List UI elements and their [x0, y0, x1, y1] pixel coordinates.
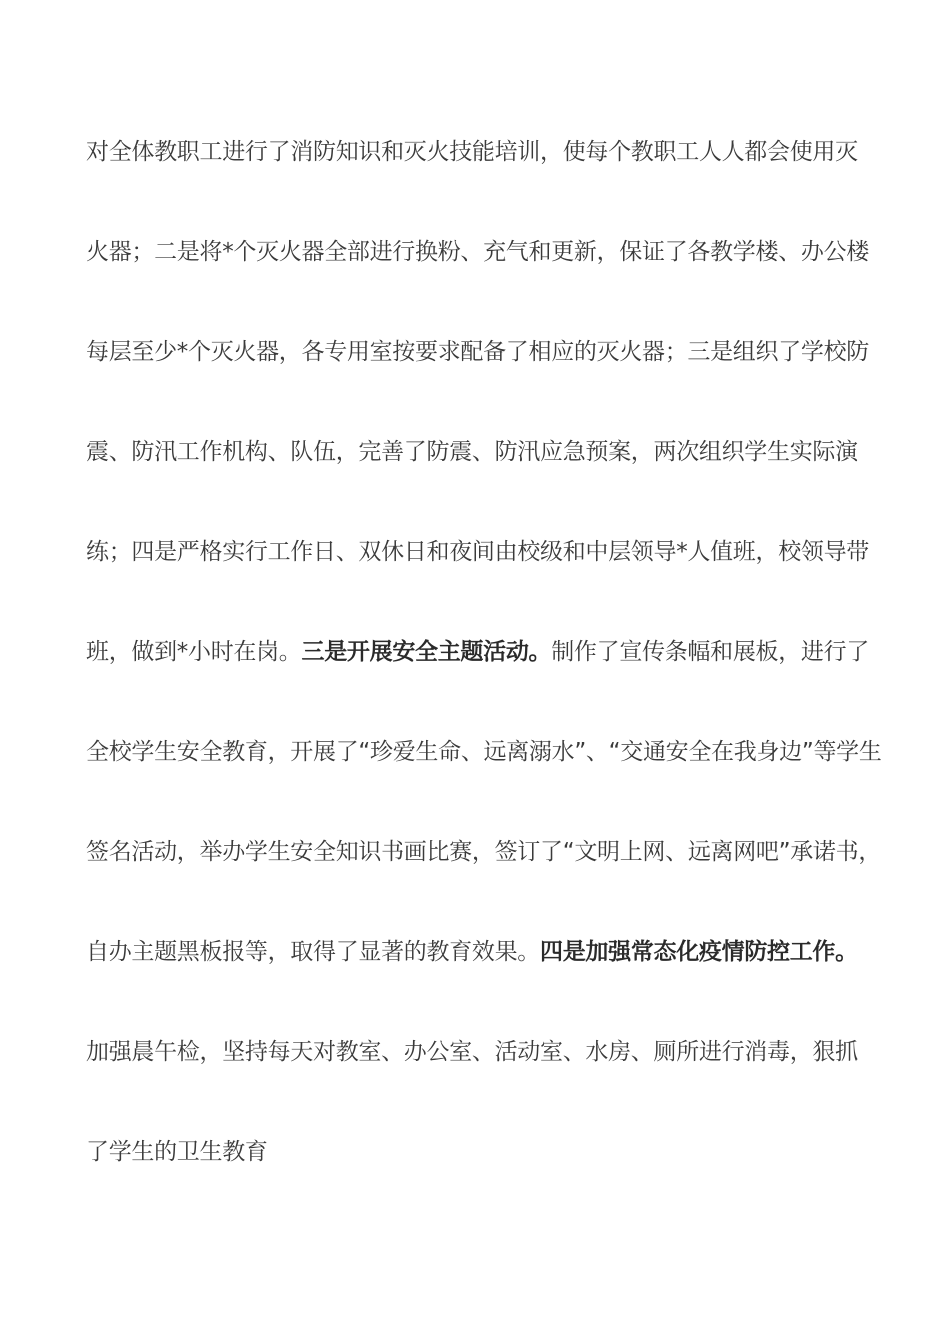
text-line-5	[86, 527, 886, 627]
text-line-1	[86, 127, 886, 227]
text-line-10	[86, 1027, 886, 1127]
bold-heading-segment: 三是开展安全主题活动。	[301, 639, 552, 665]
text-segment: 震、防汛工作机构、队伍，完善了防震、防汛应急预案，两次组织学生实际演	[86, 439, 858, 465]
text-segment: 对全体教职工进行了消防知识和灭火技能培训，使每个教职工人人都会使用灭	[86, 139, 858, 165]
text-line-6	[86, 627, 886, 727]
text-line-4	[86, 427, 886, 527]
document-body	[86, 127, 886, 1227]
text-segment: 自办主题黑板报等，取得了显著的教育效果。	[86, 939, 541, 965]
text-segment: 了学生的卫生教育	[86, 1139, 268, 1165]
bold-heading-segment: 四是加强常态化疫情防控工作。	[540, 939, 858, 965]
text-line-11	[86, 1127, 886, 1227]
text-line-7	[86, 727, 886, 827]
text-segment: 火器；二是将*个灭火器全部进行换粉、充气和更新，保证了各教学楼、办公楼	[86, 239, 870, 265]
text-segment: 制作了宣传条幅和展板，进行了	[551, 639, 870, 665]
text-segment: 签名活动，举办学生安全知识书画比赛，签订了“文明上网、远离网吧”承诺书，	[86, 839, 882, 865]
text-segment: 练；四是严格实行工作日、双休日和夜间由校级和中层领导*人值班，校领导带	[86, 539, 870, 565]
text-line-9	[86, 927, 886, 1027]
text-line-2	[86, 227, 886, 327]
text-segment: 班，做到*小时在岗。	[86, 639, 302, 665]
text-segment: 全校学生安全教育，开展了“珍爱生命、远离溺水”、“交通安全在我身边”等学生	[86, 739, 882, 765]
text-segment: 每层至少*个灭火器，各专用室按要求配备了相应的灭火器；三是组织了学校防	[86, 339, 870, 365]
text-line-3	[86, 327, 886, 427]
text-line-8	[86, 827, 886, 927]
text-segment: 加强晨午检，坚持每天对教室、办公室、活动室、水房、厕所进行消毒，狠抓	[86, 1039, 858, 1065]
